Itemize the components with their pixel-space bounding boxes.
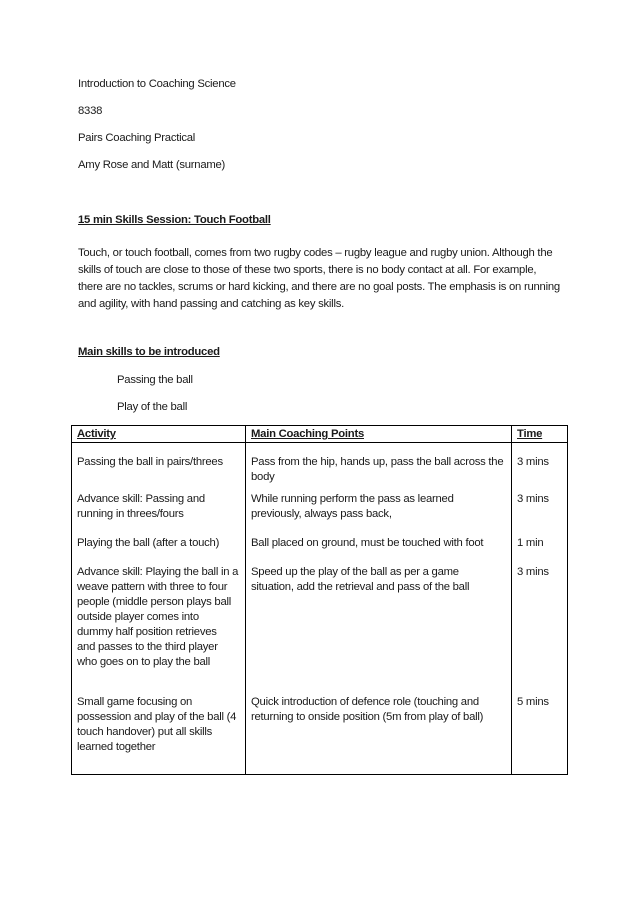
author-names: Amy Rose and Matt (surname) xyxy=(78,159,226,171)
coaching-points-cell-line: Pass from the hip, hands up, pass the ball across the xyxy=(251,456,504,468)
activity-cell-line: Passing the ball in pairs/threes xyxy=(77,456,223,468)
table-row xyxy=(72,531,568,560)
activity-cell-line: Advance skill: Passing and xyxy=(77,492,205,505)
time-cell-line: 1 min xyxy=(517,536,544,549)
coaching-points-cell-line: Speed up the play of the ball as per a game xyxy=(251,565,459,578)
table-row xyxy=(72,560,568,690)
column-header-activity: Activity xyxy=(72,426,246,443)
activity-cell-line: and passes to the third player xyxy=(77,640,218,653)
skill-item: Passing the ball xyxy=(117,374,193,386)
activity-cell xyxy=(72,531,246,560)
session-description xyxy=(78,245,562,313)
activity-cell xyxy=(72,443,246,487)
activity-cell-line: learned together xyxy=(77,740,156,753)
time-cell xyxy=(512,560,568,690)
activity-cell-line: possession and play of the ball (4 xyxy=(77,710,237,723)
coaching-points-cell xyxy=(246,560,512,690)
description-line: skills of touch are close to those of these two sports, there is no body contact at all. For example, xyxy=(78,264,537,276)
course-code: 8338 xyxy=(78,105,103,117)
main-skills-heading: Main skills to be introduced xyxy=(78,346,220,358)
coaching-points-cell-line: previously, always pass back, xyxy=(251,507,392,520)
time-cell-line: 3 mins xyxy=(517,565,549,578)
column-header-time: Time xyxy=(512,426,568,443)
time-cell xyxy=(512,487,568,531)
course-title: Introduction to Coaching Science xyxy=(78,78,236,90)
activity-cell-line: who goes on to play the ball xyxy=(77,655,211,668)
coaching-points-cell-line: Quick introduction of defence role (touching and xyxy=(251,695,479,708)
activity-cell-line: weave pattern with three to four xyxy=(77,580,228,593)
activity-cell-line: people (middle person plays ball xyxy=(77,595,232,608)
time-cell-line: 3 mins xyxy=(517,492,549,505)
activity-cell xyxy=(72,560,246,690)
activity-cell-line: Small game focusing on xyxy=(77,695,193,708)
table-row xyxy=(72,690,568,775)
coaching-points-cell-line: situation, add the retrieval and pass of the ball xyxy=(251,580,470,593)
coaching-points-cell xyxy=(246,531,512,560)
description-line: Touch, or touch football, comes from two rugby codes – rugby league and rugby union. Although the xyxy=(78,247,553,259)
session-heading: 15 min Skills Session: Touch Football xyxy=(78,214,271,226)
time-cell xyxy=(512,443,568,487)
coaching-points-cell xyxy=(246,487,512,531)
coaching-points-cell-line: body xyxy=(251,471,275,483)
activity-cell-line: running in threes/fours xyxy=(77,507,184,520)
table-row xyxy=(72,487,568,531)
activity-cell xyxy=(72,487,246,531)
column-header-coaching-points: Main Coaching Points xyxy=(246,426,512,443)
activity-cell-line: Playing the ball (after a touch) xyxy=(77,536,220,549)
time-cell xyxy=(512,531,568,560)
activity-cell-line: dummy half position retrieves xyxy=(77,625,217,638)
coaching-points-cell-line: While running perform the pass as learned xyxy=(251,492,454,505)
time-cell-line: 3 mins xyxy=(517,456,549,468)
activity-cell-line: Advance skill: Playing the ball in a xyxy=(77,565,239,578)
activity-cell-line: outside player comes into xyxy=(77,610,199,623)
coaching-points-cell-line: Ball placed on ground, must be touched with foot xyxy=(251,536,484,549)
description-line: there are no tackles, scrums or hard kicking, and there are no goal posts. The emphasis is on running xyxy=(78,281,560,293)
skill-item: Play of the ball xyxy=(117,401,188,413)
coaching-points-cell xyxy=(246,443,512,487)
table-row xyxy=(72,443,568,487)
table-header-row xyxy=(72,426,568,443)
coaching-points-cell-line: returning to onside position (5m from play of ball) xyxy=(251,710,484,723)
time-cell-line: 5 mins xyxy=(517,695,549,708)
time-cell xyxy=(512,690,568,775)
activity-cell xyxy=(72,690,246,775)
activity-cell-line: touch handover) put all skills xyxy=(77,725,213,738)
description-line: and agility, with hand passing and catching as key skills. xyxy=(78,298,344,310)
session-plan-table xyxy=(71,425,568,775)
coaching-points-cell xyxy=(246,690,512,775)
practical-title: Pairs Coaching Practical xyxy=(78,132,196,144)
